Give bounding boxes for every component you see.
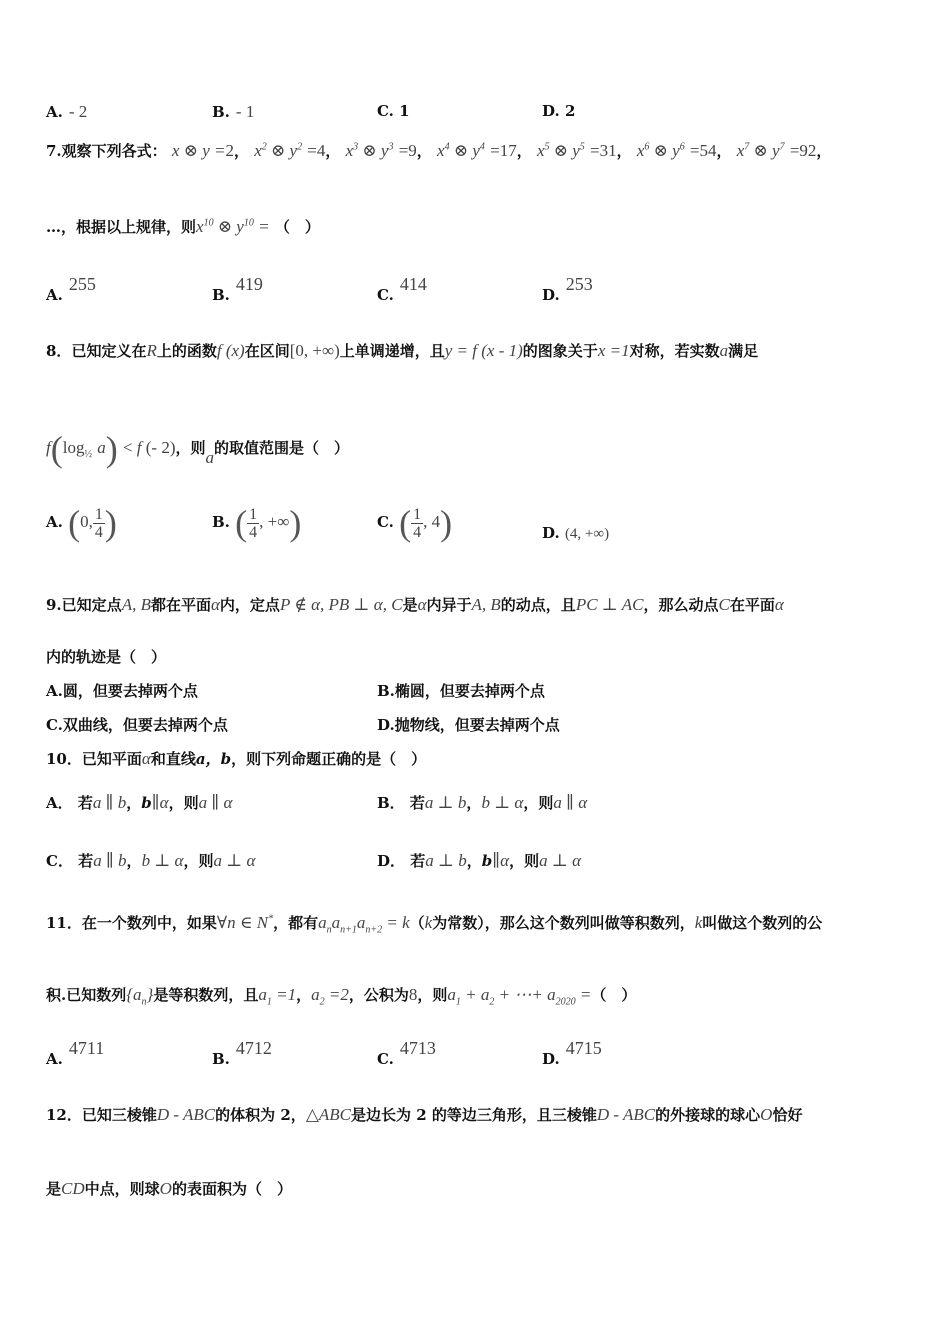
q6-option-a: A. - 2: [46, 102, 88, 121]
q8-option-b: B. ( $\frac{1}{4}$ , +∞): [212, 503, 302, 543]
q11-line1: 11．在一个数列中，如果∀n ∈ N*，都有$a_na_{n+1}a_{n+2} = k(k$为常数），那么这个数列叫做等积数列，k叫做这个数列的公: [46, 913, 823, 936]
q9-line1: 9.已知定点A, B都在平面α内，定点P ∉ α, PB ⊥ α, C是α内异于A, B的动点，且PC ⊥ AC，那么动点C在平面α: [46, 595, 784, 614]
q10-option-c: C． 若a ∥ b，b ⊥ α，则a ⊥ α: [46, 851, 256, 870]
q6-option-b: B. - 1: [212, 102, 255, 121]
q7-line1: 7.观察下列各式： x ⊗ y =2， $x^2$ ⊗ $y^2 =4$， $x^3$ ⊗ $y^3 =9$， $x^4$ ⊗ $y^4 =17$， $x^5$ ⊗ $y^5 =31$， $x^6$ ⊗ $y^6 =54$， $x^7$ ⊗ $y^7 =92$，: [46, 141, 832, 160]
q8-option-c: C. ( $\frac{1}{4}$ , 4): [377, 503, 453, 543]
q8-option-a: A. (0, $\frac{1}{4}$ ): [46, 503, 117, 543]
q11-line2: 积.已知数列$\{a_n\}$是等积数列，且$a_1 =1$，$a_2 =2$，公积为8，则$a_1 + a_2$ + ⋯+ $a_{2020}$ =（ ）: [46, 985, 637, 1008]
q7-option-d: D.253: [542, 274, 593, 304]
q7-option-a: A.255: [46, 274, 96, 304]
q12-line1: 12．已知三棱锥D - ABC的体积为 2，△ABC是边长为 2 的等边三角形，且三棱锥D - ABC的外接球的球心O恰好: [46, 1105, 803, 1124]
q11-option-b: B.4712: [212, 1038, 272, 1068]
q10-option-d: D． 若a ⊥ b，b∥α，则a ⊥ α: [377, 851, 582, 870]
q8-option-d: D. (4, +∞): [542, 524, 610, 542]
q7-line2: …，根据以上规律，则$x^{10}$ ⊗ $y^{10}$ = （ ）: [46, 217, 320, 236]
q6-option-c: C. 1: [377, 102, 410, 120]
q9-option-d: D.抛物线，但要去掉两个点: [377, 716, 560, 734]
q8-line1: 8．已知定义在R上的函数f (x)在区间[0, +∞)上单调递增，且y = f (x - 1)的图象关于x =1对称，若实数a满足: [46, 341, 759, 360]
q10-line1: 10．已知平面α和直线a，b，则下列命题正确的是（ ）: [46, 749, 427, 768]
q7-option-b: B.419: [212, 274, 263, 304]
q11-option-c: C.4713: [377, 1038, 436, 1068]
q10-option-b: B． 若a ⊥ b，b ⊥ α，则a ∥ α: [377, 793, 588, 812]
q9-line2: 内的轨迹是（ ）: [46, 648, 167, 666]
q11-option-d: D.4715: [542, 1038, 602, 1068]
q9-option-c: C.双曲线，但要去掉两个点: [46, 716, 228, 734]
q8-line2: $f(\log_{\frac{1}{2}}$ a) < f (- 2)，则a的取值范围是（ ）: [46, 429, 350, 469]
q7-option-c: C.414: [377, 274, 427, 304]
q9-option-b: B.椭圆，但要去掉两个点: [377, 682, 545, 700]
q9-option-a: A.圆，但要去掉两个点: [46, 682, 198, 700]
q6-option-d: D. 2: [542, 102, 576, 120]
q10-option-a: A． 若a ∥ b，b∥α，则a ∥ α: [46, 793, 233, 812]
q12-line2: 是CD中点，则球O的表面积为（ ）: [46, 1179, 292, 1198]
q11-option-a: A.4711: [46, 1038, 105, 1068]
